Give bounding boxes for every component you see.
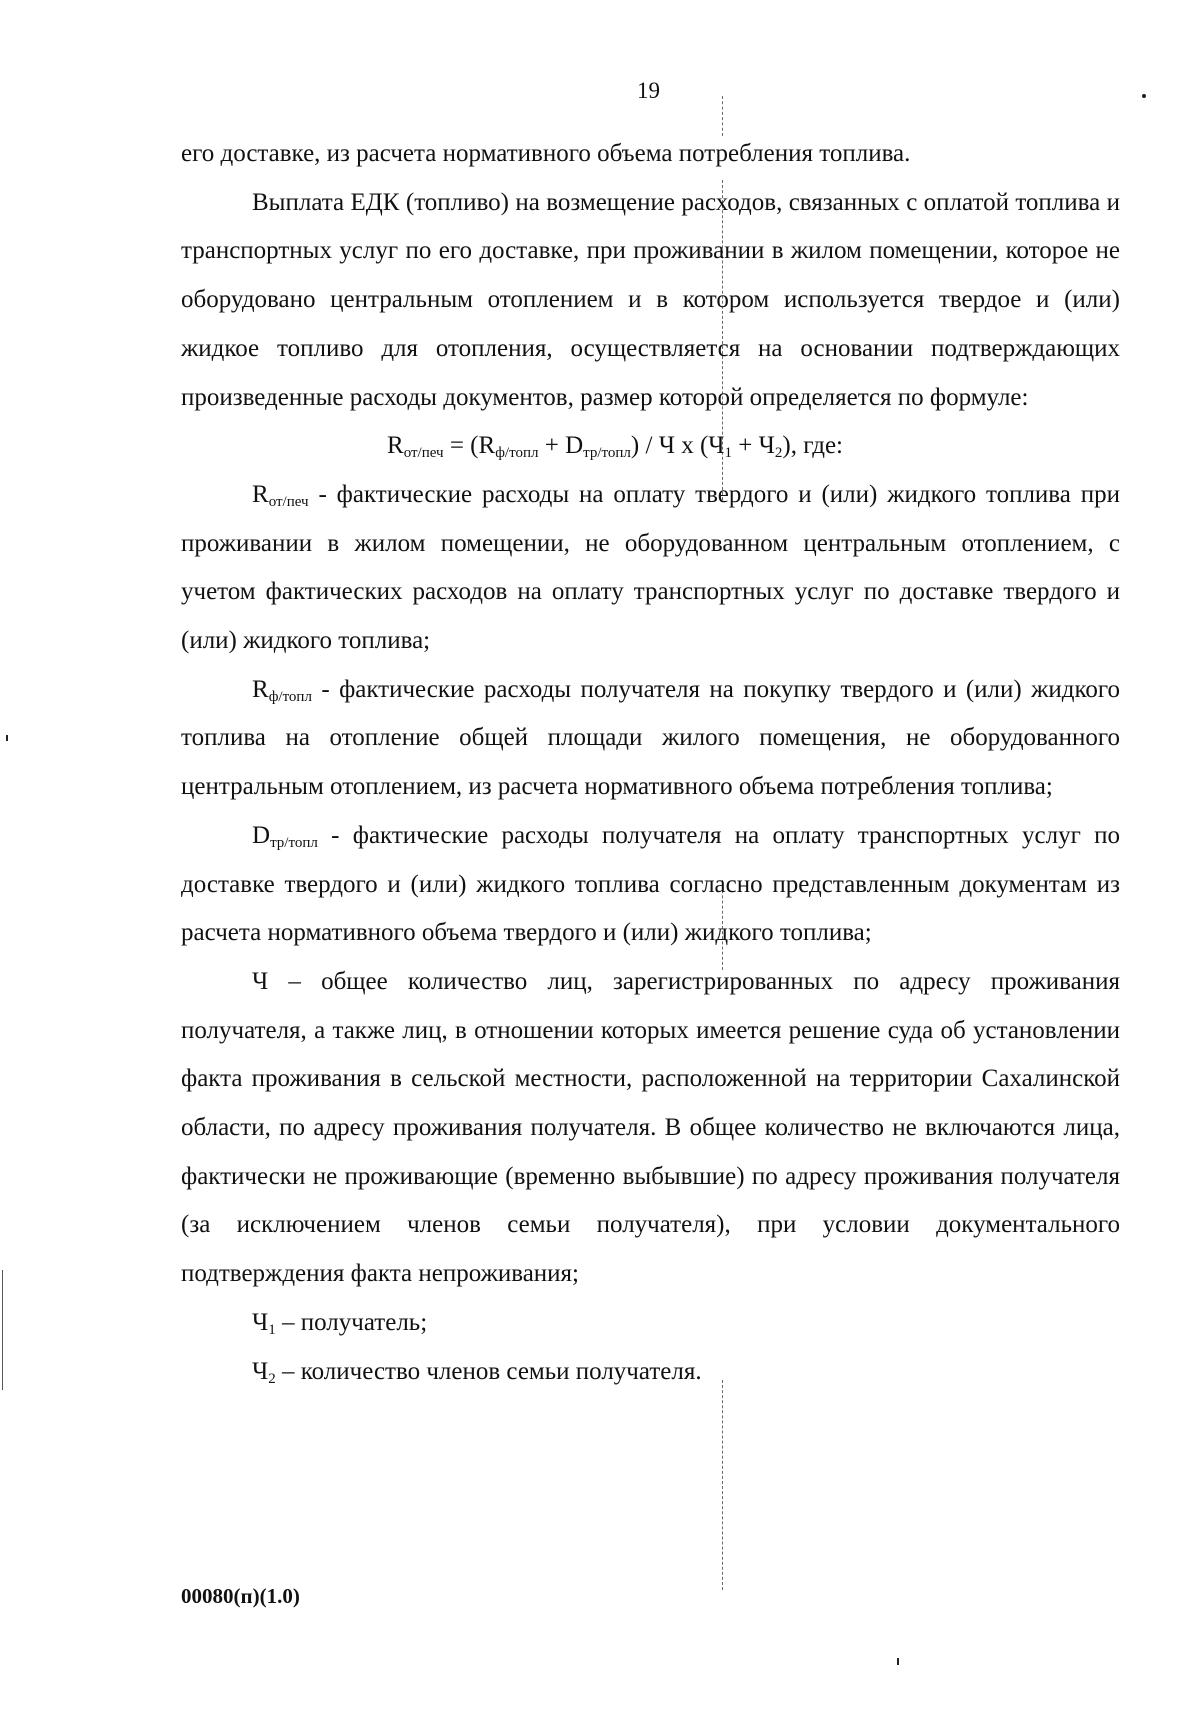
definition-dash: - <box>317 821 353 849</box>
definition-ch1 <box>181 1299 1120 1348</box>
definition-ch <box>181 958 1120 1299</box>
definition-subscript: от/печ <box>268 493 309 510</box>
definition-dash: - <box>311 675 340 703</box>
formula-symbol: Ч <box>658 432 675 460</box>
definition-symbol: R <box>252 480 269 508</box>
definition-r-otpech <box>181 471 1120 666</box>
definition-ch2 <box>181 1348 1120 1397</box>
scan-edge-mark <box>2 1270 3 1390</box>
formula-symbol: D <box>565 432 584 460</box>
definition-dash: – <box>268 967 322 995</box>
definition-symbol: Ч <box>252 1308 269 1336</box>
definition-text: фактические расходы получателя на покупку твердого и (или) жидкого топлива на отопление общей площади жилого помещения, не оборудованного центральным отоплением, из расчета нормативного объема потребления топлива; <box>181 675 1120 801</box>
formula-operator: + <box>732 432 759 460</box>
paragraph-continuation: его доставке, из расчета нормативного объема потребления топлива. <box>181 140 911 167</box>
definition-d-trtopl <box>181 812 1120 958</box>
formula-symbol: Ч <box>758 432 775 460</box>
formula-operator: = ( <box>443 432 479 460</box>
formula-subscript: 2 <box>774 445 783 462</box>
formula-subscript: от/печ <box>403 445 444 462</box>
scan-speck <box>897 1658 899 1665</box>
formula-operator: ) / <box>630 432 659 460</box>
definition-subscript: 1 <box>268 1321 276 1338</box>
formula-subscript: тр/топл <box>583 445 631 462</box>
formula-subscript: ф/топл <box>495 445 539 462</box>
formula-symbol: R <box>478 432 496 460</box>
scan-speck <box>1142 94 1146 98</box>
paragraph-edk-payment: Выплата ЕДК (топливо) на возмещение расходов, связанных с оплатой топлива и транспортных услуг по его доставке, при проживании в жилом помещении, которое не оборудовано центральным отоплением и в котором используется твердое и (или) жидкое топливо для отопления, осуществляется на основании подтверждающих произведенные расходы документов, размер которой определяется по формуле: <box>181 188 1120 411</box>
scan-speck <box>6 735 8 741</box>
definition-symbol: R <box>252 675 269 703</box>
definition-text: общее количество лиц, зарегистрированных по адресу проживания получателя, а также лиц, в отношении которых имеется решение суда об установлении факта проживания в сельской местности, расположенной на территории Сахалинской области, по адресу проживания получателя. В общее количество не включаются лица, фактически не проживающие (временно выбывшие) по адресу проживания получателя (за исключением членов семьи получателя), при условии документального подтверждения факта непроживания; <box>181 967 1120 1288</box>
definition-subscript: 2 <box>268 1370 276 1387</box>
body-text <box>181 130 1120 1396</box>
formula-operator: + <box>538 432 566 460</box>
formula-operator: x ( <box>674 432 709 460</box>
definition-dash: – <box>275 1357 301 1385</box>
scan-fold-line-lower <box>722 1380 724 1590</box>
definition-symbol: Ч <box>252 1357 269 1385</box>
definition-text: количество членов семьи получателя. <box>300 1357 702 1385</box>
definition-text: фактические расходы на оплату твердого и (или) жидкого топлива при проживании в жилом помещении, не оборудованном центральным отоплением, с учетом фактических расходов на оплату транспортных услуг по доставке твердого и (или) жидкого топлива; <box>181 480 1120 655</box>
definition-subscript: ф/топл <box>268 688 312 705</box>
formula <box>181 422 1120 471</box>
formula-operator: ), где: <box>782 432 843 460</box>
definition-subscript: тр/топл <box>270 834 318 851</box>
definition-dash: – <box>275 1308 301 1336</box>
definition-text: получатель; <box>300 1308 428 1336</box>
document-code: 00080(п)(1.0) <box>181 1584 300 1608</box>
page-number: 19 <box>637 78 660 103</box>
formula-symbol: Ч <box>708 432 725 460</box>
definition-dash: - <box>308 480 337 508</box>
formula-symbol: R <box>387 432 404 460</box>
definition-symbol: D <box>252 821 271 849</box>
definition-symbol: Ч <box>252 967 269 995</box>
definition-text: фактические расходы получателя на оплату транспортных услуг по доставке твердого и (или) жидкого топлива согласно представленным документам из расчета нормативного объема твердого и (или) жидкого топлива; <box>181 821 1120 947</box>
definition-r-ftopl <box>181 666 1120 812</box>
formula-subscript: 1 <box>724 445 733 462</box>
